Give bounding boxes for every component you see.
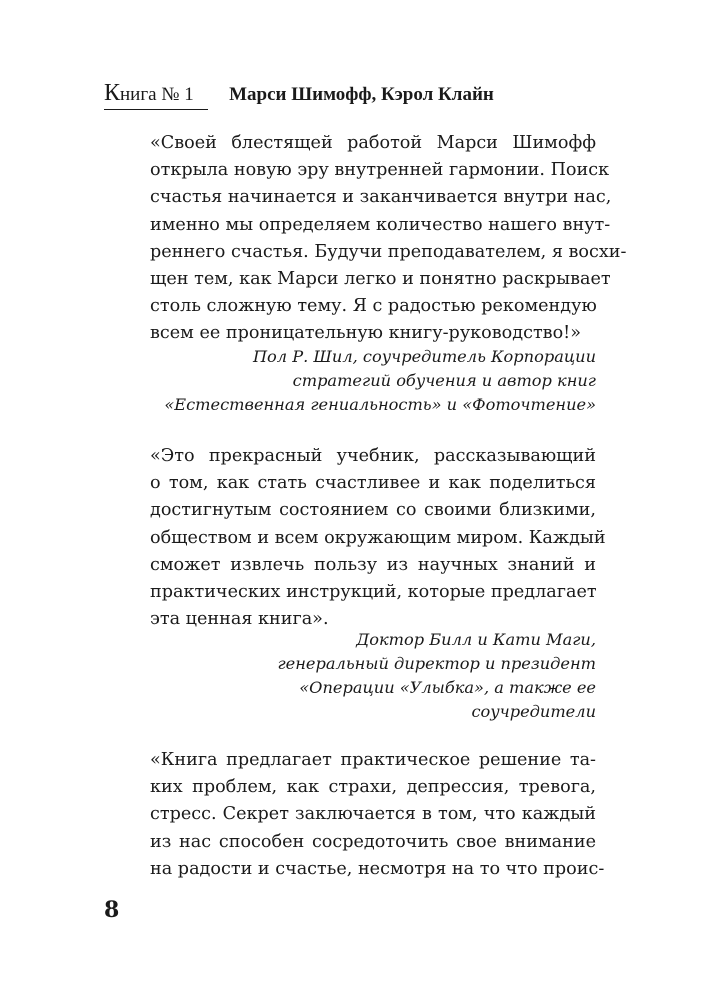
quote-line: «Своей блестящей работой Марси Шимофф bbox=[150, 133, 596, 153]
quote-line: открыла новую эру внутренней гармонии. Поиск bbox=[150, 160, 610, 181]
quote-line: «Это прекрасный учебник, рассказывающий bbox=[150, 446, 596, 466]
quote-line: сможет извлечь пользу из научных знаний и bbox=[150, 554, 596, 575]
attribution-line: стратегий обучения и автор книг bbox=[292, 371, 596, 390]
quote-line: реннего счастья. Будучи преподавателем, я восхи- bbox=[150, 241, 627, 262]
running-head-book-initial: К bbox=[104, 80, 121, 106]
quote-line: ких проблем, как страхи, депрессия, тревога, bbox=[150, 777, 596, 798]
quote-line: именно мы определяем количество нашего внут- bbox=[150, 214, 611, 235]
quote-line: всем ее проницательную книгу-руководство!» bbox=[150, 323, 582, 344]
running-head-authors: Марси Шимофф, Кэрол Клайн bbox=[229, 84, 494, 105]
quote-line: эта ценная книга». bbox=[150, 609, 329, 630]
attribution-line: генеральный директор и президент bbox=[277, 654, 596, 673]
quote-line: щен тем, как Марси легко и понятно раскрывает bbox=[150, 269, 611, 290]
quote-line: о том, как стать счастливее и как поделиться bbox=[150, 473, 596, 494]
quote-line: на радости и счастье, несмотря на то что проис- bbox=[150, 858, 605, 879]
attribution-line: «Операции «Улыбка», а также ее bbox=[299, 678, 596, 697]
quote-line: из нас способен сосредоточить свое внимание bbox=[150, 831, 596, 852]
quote-line: столь сложную тему. Я с радостью рекомендую bbox=[150, 296, 597, 317]
quote-2-attribution bbox=[150, 628, 596, 724]
running-head-rule bbox=[104, 109, 208, 110]
quote-2 bbox=[150, 443, 606, 633]
quote-1 bbox=[150, 130, 627, 348]
attribution-line: Пол Р. Шил, соучредитель Корпорации bbox=[252, 347, 596, 366]
attribution-line: Доктор Билл и Кати Маги, bbox=[356, 630, 596, 649]
page-number: 8 bbox=[104, 897, 120, 923]
quote-line: стресс. Секрет заключается в том, что каждый bbox=[150, 804, 596, 825]
running-head bbox=[104, 80, 604, 107]
running-head-book bbox=[104, 80, 194, 106]
quote-line: счастья начинается и заканчивается внутри нас, bbox=[150, 187, 612, 208]
quote-1-attribution bbox=[150, 345, 596, 417]
quote-line: практических инструкций, которые предлагает bbox=[150, 582, 597, 603]
quote-line: обществом и всем окружающим миром. Каждый bbox=[150, 527, 606, 548]
running-head-book-rest: нига № 1 bbox=[120, 84, 194, 105]
quote-3 bbox=[150, 747, 605, 883]
quote-line: «Книга предлагает практическое решение та- bbox=[150, 750, 596, 770]
attribution-line: «Естественная гениальность» и «Фоточтение» bbox=[164, 395, 596, 414]
quote-line: достигнутым состоянием со своими близкими, bbox=[150, 500, 596, 521]
attribution-line: соучредители bbox=[471, 702, 596, 721]
